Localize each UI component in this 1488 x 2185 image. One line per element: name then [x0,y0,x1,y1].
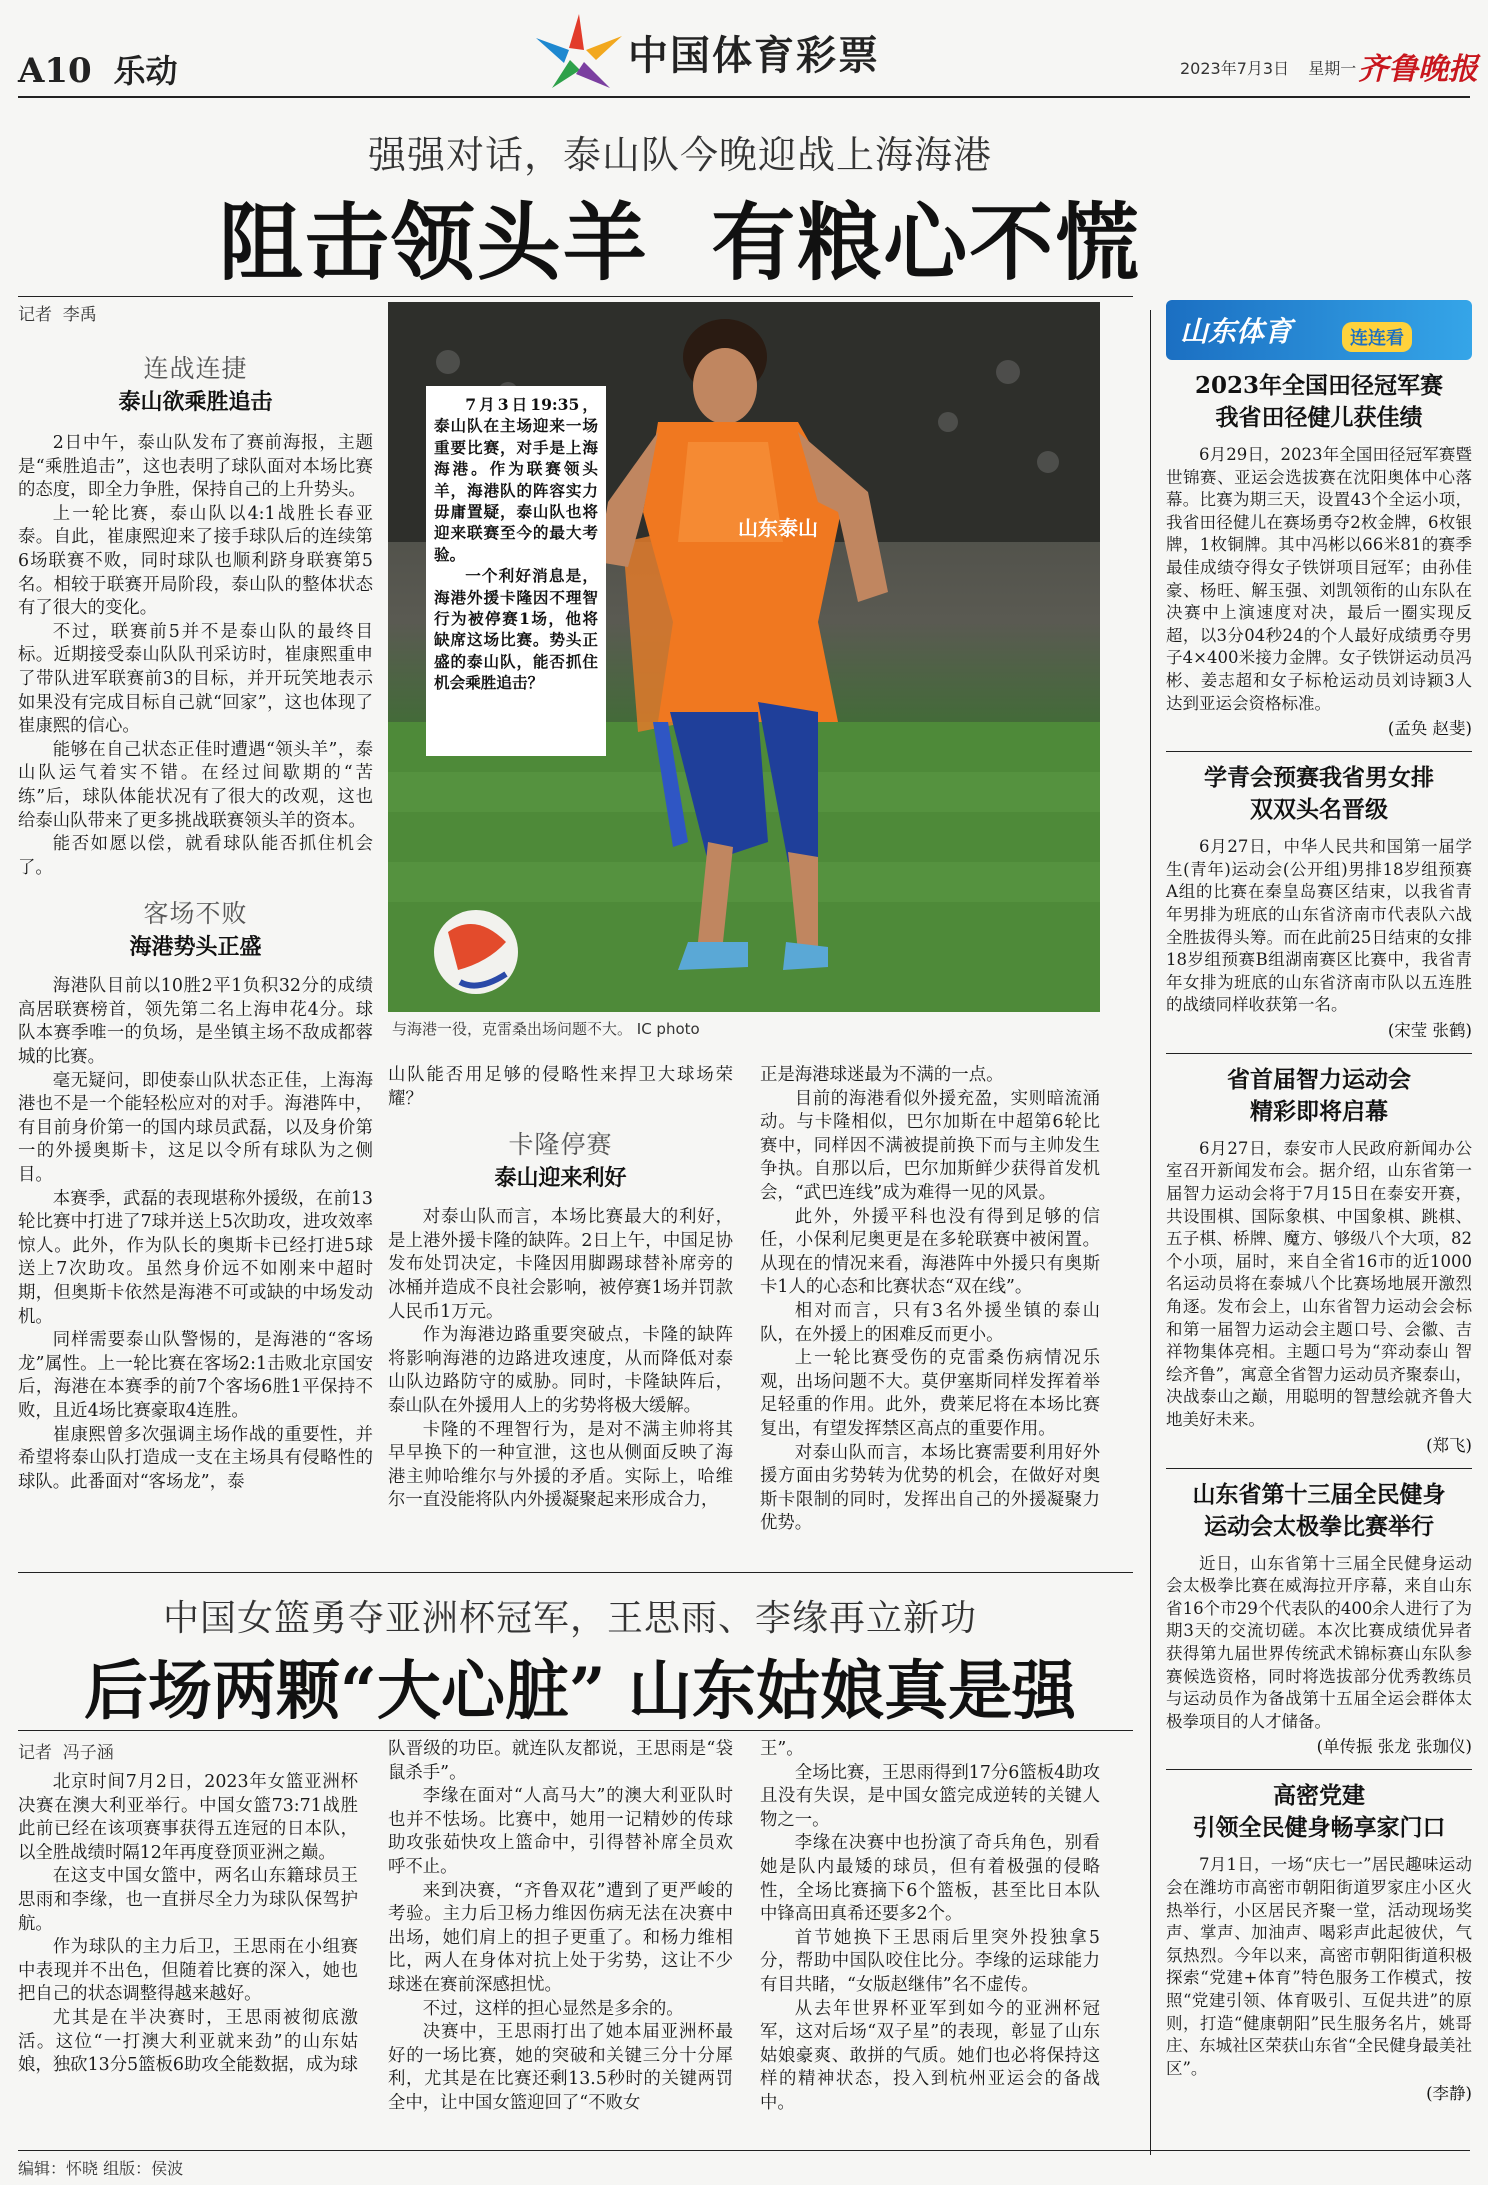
match-photo [388,302,1100,1012]
section-name: 乐动 [113,52,178,90]
issue-date: 2023年7月3日 [1180,59,1290,78]
page-header [0,0,1488,100]
issue-weekday: 星期一 [1308,59,1357,78]
subhead-2a: 客场不败 [143,899,248,929]
sidebar-banner [1166,300,1472,360]
story1-column-2: 山队能否用足够的侵略性来捍卫大球场荣耀？ 卡隆停赛 泰山迎来利好 对泰山队而言，本场比赛最大的利好，是上港外援卡隆的缺阵。2日上午，中国足协发布处罚决定，卡隆因用脚踢球替补席旁的冰桶并造成不良社会影响，被停赛1场并罚款人民币1万元。 作为海港边路重要突破点，卡隆的缺阵将影响海港的边路进攻速度，从而降低对泰山队边路防守的威胁。同时，卡隆缺阵后，泰山队在外援用人上的劣势将极大缓解。 卡隆的不理智行为，是对不满主帅将其早早换下的一种宣泄，这也从侧面反映了海港主帅哈维尔与外援的矛盾。实际上，哈维尔一直没能将队内外援凝聚起来形成合力， [388,1065,733,1511]
sidebar [1166,300,1472,2104]
lottery-star-icon [524,8,634,92]
sidebar-item: 山东省第十三届全民健身 运动会太极拳比赛举行 近日，山东省第十三届全民健身运动会太极拳比赛在威海拉开序幕，来自山东省16个市29个代表队的400余人进行了为期3天的交流切磋。本次比赛成绩优异者获得第九届世界传统武术锦标赛山东队参赛候选资格，同时将选拔部分优秀教练员与运动员作为备战第十五届全运会群体太极拳项目的人才储备。 (单传振 张龙 张珈仪) [1166,1480,1472,1757]
subhead-1b: 泰山欲乘胜追击 [118,389,273,415]
subhead-3b: 泰山迎来利好 [494,1165,627,1192]
sidebar-item: 2023年全国田径冠军赛 我省田径健儿获佳绩 6月29日，2023年全国田径冠军赛暨世锦赛、亚运会选拔赛在沈阳奥体中心落幕。比赛为期三天，设置43个全运小项，我省田径健儿在赛场勇夺2枚金牌，6枚银牌，1枚铜牌。其中冯彬以66米81的赛季最佳成绩夺得女子铁饼项目冠军；由孙佳豪、杨旺、解玉强、刘凯领衔的山东队在决赛中上演速度对决，最后一圈实现反超，以3分04秒24的个人最好成绩勇夺男子4×400米接力金牌。女子铁饼运动员冯彬、姜志超和女子标枪运动员刘诗颖3人达到亚运会资格标准。 (孟奂 赵斐) [1166,372,1472,739]
story1-col1b: 海港队目前以10胜2平1负积32分的成绩高居联赛榜首，领先第二名上海申花4分。球队本赛季唯一的负场，是坐镇主场不敌成都蓉城的比赛。 毫无疑问，即使泰山队状态正佳，上海海港也不是一个能轻松应对的对手。海港阵中，有目前身价第一的国内球员武磊，以及身价第一的外援奥斯卡，这足以令所有球队为之侧目。 本赛季，武磊的表现堪称外援级，在前13轮比赛中打进了7球并送上5次助攻，进攻效率惊人。此外，作为队长的奥斯卡已经打进5球送上7次助攻。虽然身价远不如刚来中超时期，但奥斯卡依然是海港不可或缺的中场发动机。 同样需要泰山队警惕的，是海港的“客场龙”属性。上一轮比赛在客场2:1击败北京国安后，海港在本赛季的前7个客场6胜1平保持不败，且近4场比赛豪取4连胜。 崔康熙曾多次强调主场作战的重要性，并希望将泰山队打造成一支在主场具有侵略性的球队。此番面对“客场龙”，泰 [18,976,373,1492]
story1-column-3: 正是海港球迷最为不满的一点。 目前的海港看似外援充盈，实则暗流涌动。与卡隆相似，巴尔加斯在中超第6轮比赛中，同样因不满被提前换下而与主帅发生争执。自那以后，巴尔加斯鲜少获得首发机会，“武巴连线”成为难得一见的风景。 此外，外援平科也没有得到足够的信任，小保利尼奥更是在多轮联赛中被闲置。从现在的情况来看，海港阵中外援只有奥斯卡1人的心态和比赛状态“双在线”。 相对而言，只有3名外援坐镇的泰山队，在外援上的困难反而更小。 上一轮比赛受伤的克雷桑伤病情况乐观，出场问题不大。莫伊塞斯同样发挥着举足轻重的作用。此外，费莱尼将在本场比赛复出，有望发挥禁区高点的重要作用。 对泰山队而言，本场比赛需要利用好外援方面由劣势转为优势的机会，在做好对奥斯卡限制的同时，发挥出自己的外援凝聚力优势。 [760,1065,1100,1534]
sidebar-banner-title: 山东体育 [1180,315,1293,348]
story1-headline: 阻击领头羊 有粮心不慌 [218,193,1142,292]
footer-credits: 编辑：怀晓 组版：侯波 [18,2159,184,2178]
story1-kicker: 强强对话，泰山队今晚迎战上海海港 [367,133,992,177]
sidebar-item: 学青会预赛我省男女排 双双头名晋级 6月27日，中华人民共和国第一届学生(青年)运动会(公开组)男排18岁组预赛A组的比赛在秦皇岛赛区结束，以我省青年男排为班底的山东省济南市代表队六战全胜拔得头筹。而在此前25日结束的女排18岁组预赛B组湖南赛区比赛中，我省青年女排为班底的山东省济南市队以五连胜的战绩同样收获第一名。 (宋莹 张鹤) [1166,764,1472,1040]
story2-byline: 记者 冯子涵 [18,1743,114,1763]
story1-col1a: 2日中午，泰山队发布了赛前海报，主题是“乘胜追击”，这也表明了球队面对本场比赛的态度，即全力争胜，保持自己的上升势头。 上一轮比赛，泰山队以4:1战胜长春亚泰。自此，崔康熙迎来了接手球队后的连续第6场联赛不败，同时球队也顺利跻身联赛第5名。相较于联赛开局阶段，泰山队的整体状态有了很大的变化。 不过，联赛前5并不是泰山队的最终目标。近期接受泰山队队刊采访时，崔康熙重申了带队进军联赛前3的目标，并开玩笑地表示如果没有完成目标自己就“回家”，这也体现了崔康熙的信心。 能够在自己状态正佳时遭遇“领头羊”，泰山队运气着实不错。在经过间歇期的“苦练”后，球队体能状况有了很大的改观，这也给泰山队带来了更多挑战联赛领头羊的资本。 能否如愿以偿，就看球队能否抓住机会了。 [18,433,373,878]
sidebar-item: 省首届智力运动会 精彩即将启幕 6月27日，泰安市人民政府新闻办公室召开新闻发布会。据介绍，山东省第一届智力运动会将于7月15日在泰安开赛，共设围棋、国际象棋、中国象棋、跳棋、五子棋、桥牌、魔方、够级八个大项，82个小项，届时，来自全省16市的近1000名运动员将在泰城八个比赛场地展开激烈角逐。发布会上，山东省智力运动会会标和第一届智力运动会主题口号、会徽、吉祥物集体亮相。主题口号为“弈动泰山 智绘齐鲁”，寓意全省智力运动员齐聚泰山，决战泰山之巅，用聪明的智慧绘就齐鲁大地美好未来。 (郑飞) [1166,1065,1472,1455]
story2-column-3: 王”。 全场比赛，王思雨得到17分6篮板4助攻且没有失误，是中国女篮完成逆转的关键人物之一。 李缘在决赛中也扮演了奇兵角色，别看她是队内最矮的球员，但有着极强的侵略性，全场比赛摘下6个篮板，甚至比日本队中锋高田真希还要多2个。 首节她换下王思雨后里突外投独拿5分，帮助中国队咬住比分。李缘的运球能力有目共睹，“女版赵继伟”名不虚传。 从去年世界杯亚军到如今的亚洲杯冠军，这对后场“双子星”的表现，彰显了山东姑娘豪爽、敢拼的气质。她们也必将保持这样的精神状态，投入到杭州亚运会的备战中。 [760,1739,1100,2113]
newspaper-name: 齐鲁晚报 [1358,52,1478,87]
story1-column-1 [18,300,373,1494]
story2-column-2: 队晋级的功臣。就连队友都说，王思雨是“袋鼠杀手”。 李缘在面对“人高马大”的澳大利亚队时也并不怯场。比赛中，她用一记精妙的传球助攻张茹快攻上篮命中，引得替补席全员欢呼不止。 来到决赛，“齐鲁双花”遭到了更严峻的考验。主力后卫杨力维因伤病无法在决赛中出场，她们肩上的担子更重了。和杨力维相比，两人在身体对抗上处于劣势，这让不少球迷在赛前深感担忧。 不过，这样的担心显然是多余的。 决赛中，王思雨打出了她本届亚洲杯最好的一场比赛，她的突破和关键三分十分犀利，尤其是在比赛还剩13.5秒时的关键两罚全中，让中国女篮迎回了“不败女 [388,1739,733,2113]
subhead-3a: 卡隆停赛 [508,1130,613,1160]
story2-kicker: 中国女篮勇夺亚洲杯冠军，王思雨、李缘再立新功 [162,1598,977,1639]
jersey-text: 山东泰山 [738,516,818,540]
lottery-logo [524,8,634,92]
sidebar-item: 高密党建 引领全民健身畅享家门口 7月1日，一场“庆七一”居民趣味运动会在潍坊市高密市朝阳街道罗家庄小区火热举行，小区居民齐聚一堂，活动现场奖声、掌声、加油声、喝彩声此起彼伏，气氛热烈。今年以来，高密市朝阳街道积极探索“党建+体育”特色服务工作模式，按照“党建引领、体育吸引、互促共进”的原则，打造“健康朝阳”民生服务名片，姚哥庄、东城社区荣获山东省“全民健身最美社区”。 (李静) [1166,1782,1472,2104]
story2-headline: 后场两颗“大心脏” 山东姑娘真是强 [84,1654,1076,1729]
photo-text-box: 7月3日19:35，泰山队在主场迎来一场重要比赛，对手是上海海港。作为联赛领头羊，海港队的阵容实力毋庸置疑，泰山队也将迎来联赛至今的最大考验。 一个利好消息是，海港外援卡隆因不理智行为被停赛1场，他将缺席这场比赛。势头正盛的泰山队，能否抓住机会乘胜追击？ [426,386,606,756]
story1-byline: 记者 李禹 [18,305,97,325]
story2-column-1: 记者 冯子涵 北京时间7月2日，2023年女篮亚洲杯决赛在澳大利亚举行。中国女篮73:71战胜此前已经在该项赛事获得五连冠的日本队，以全胜战绩时隔12年再度登顶亚洲之巅。 在这支中国女篮中，两名山东籍球员王思雨和李缘，也一直拼尽全力为球队保驾护航。 作为球队的主力后卫，王思雨在小组赛中表现并不出色，但随着比赛的深入，她也把自己的状态调整得越来越好。 尤其是在半决赛时，王思雨被彻底激活。这位“一打澳大利亚就来劲”的山东姑娘，独砍13分5篮板6助攻全能数据，成为球 [18,1738,358,2078]
subhead-1a: 连战连捷 [143,354,248,383]
subhead-2b: 海港势头正盛 [129,934,262,961]
lottery-name: 中国体育彩票 [628,33,880,79]
page-number: A10 [18,51,92,91]
sidebar-banner-tag: 连连看 [1342,322,1412,352]
photo-caption: 与海港一役，克雷桑出场问题不大。 IC photo [392,1020,700,1038]
